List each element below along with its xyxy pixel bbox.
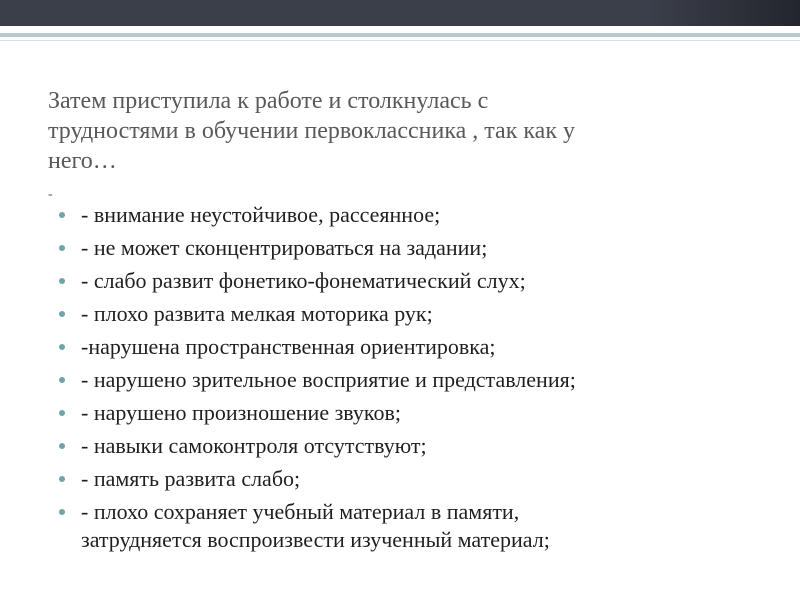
- stray-dash: -: [48, 187, 53, 202]
- list-item: [56, 300, 756, 328]
- list-item-text: - слабо развит фонетико-фонематический слух;: [81, 268, 526, 293]
- header-band-shade: [650, 0, 800, 26]
- intro-paragraph: [48, 86, 748, 176]
- header-rule: [0, 33, 800, 37]
- bullet-dot-icon: [59, 212, 65, 218]
- list-item: [56, 399, 756, 427]
- list-item: [56, 432, 756, 460]
- bullet-dot-icon: [59, 344, 65, 350]
- bullet-dot-icon: [59, 245, 65, 251]
- bullet-dot-icon: [59, 410, 65, 416]
- list-item: [56, 267, 756, 295]
- bullet-dot-icon: [59, 509, 65, 515]
- list-item-text: - плохо развита мелкая моторика рук;: [81, 301, 433, 326]
- difficulty-list: [56, 201, 756, 559]
- list-item-text: - навыки самоконтроля отсутствуют;: [81, 433, 427, 458]
- list-item-text: - нарушено зрительное восприятие и представления;: [81, 367, 576, 392]
- bullet-dot-icon: [59, 311, 65, 317]
- list-item: [56, 465, 756, 493]
- list-item: [56, 366, 756, 394]
- list-item-text: -нарушена пространственная ориентировка;: [81, 334, 496, 359]
- bullet-dot-icon: [59, 476, 65, 482]
- list-item-text: - внимание неустойчивое, рассеянное;: [81, 202, 441, 227]
- intro-line-2: трудностями в обучении первоклассника , так как у: [48, 118, 575, 144]
- bullet-dot-icon: [59, 377, 65, 383]
- header-rule-thin: [0, 40, 800, 41]
- list-item: [56, 234, 756, 262]
- list-item: [56, 201, 756, 229]
- intro-line-1: Затем приступила к работе и столкнулась с: [48, 88, 489, 114]
- list-item-text-line-1: - плохо сохраняет учебный материал в памяти,: [81, 499, 520, 524]
- intro-line-3: него…: [48, 148, 117, 174]
- list-item-text: - нарушено произношение звуков;: [81, 400, 401, 425]
- list-item: [56, 333, 756, 361]
- bullet-dot-icon: [59, 443, 65, 449]
- list-item-text: - память развита слабо;: [81, 466, 301, 491]
- bullet-dot-icon: [59, 278, 65, 284]
- list-item-text: - не может сконцентрироваться на задании;: [81, 235, 488, 260]
- list-item: [56, 498, 756, 554]
- list-item-text-line-2: затрудняется воспроизвести изученный материал;: [81, 527, 550, 552]
